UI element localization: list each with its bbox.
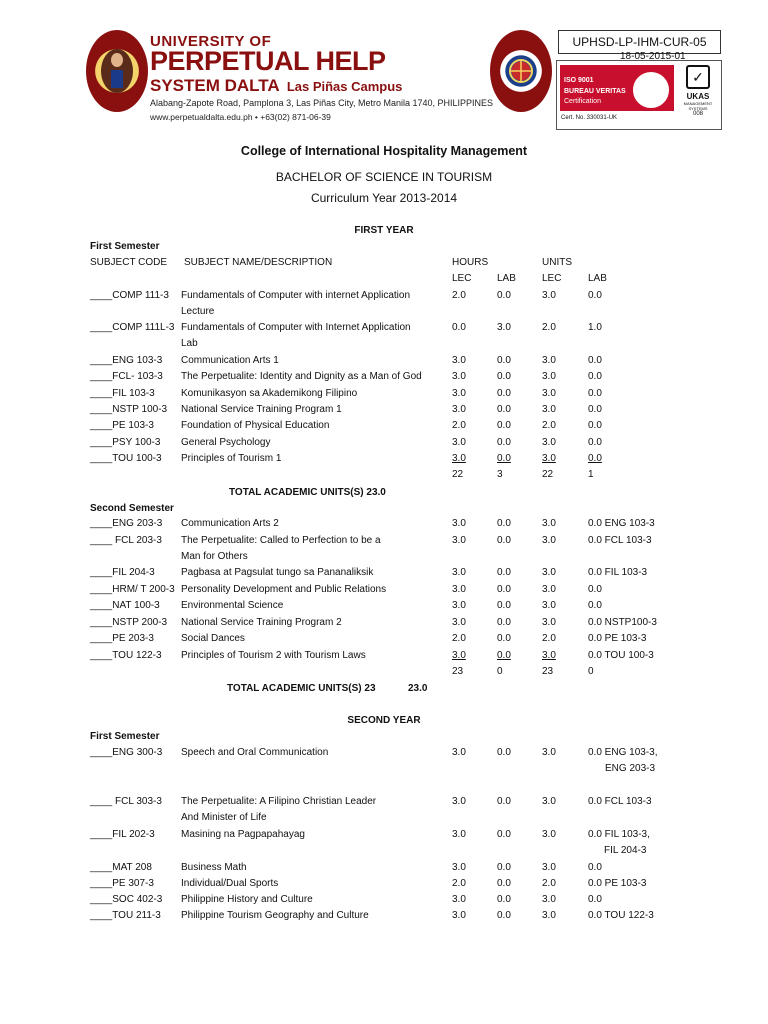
bv-roundel-icon [631,70,671,110]
col-hours-lec: LEC [452,273,472,284]
subject-name: Masining na Pagpapahayag [181,829,305,840]
table-row [0,796,768,823]
units-lab: 0.0 NSTP100-3 [588,617,657,628]
hours-lec: 0.0 [452,322,466,333]
units-lec: 3.0 [542,910,556,921]
units-lec: 3.0 [542,437,556,448]
subject-name-cont: Man for Others [181,551,248,562]
subject-name: Principles of Tourism 1 [181,453,282,464]
sum-row [0,469,768,485]
ukas-number: 008 [692,111,703,117]
table-row [0,437,768,453]
hours-lec: 3.0 [452,355,466,366]
subject-name: General Psychology [181,437,271,448]
units-lec: 3.0 [542,388,556,399]
hours-lab: 0.0 [497,894,511,905]
subject-code: ____NSTP 100-3 [90,404,168,415]
subject-code: ____TOU 211-3 [90,910,161,921]
certification-box [556,60,722,130]
prerequisite-cont: FIL 204-3 [604,845,647,856]
table-row [0,420,768,436]
sum-hours-lec: 23 [452,666,464,677]
hours-lab: 0.0 [497,600,511,611]
table-row [0,878,768,894]
units-lec: 3.0 [542,650,556,661]
hours-lec: 3.0 [452,371,466,382]
subject-code: ____TOU 122-3 [90,650,162,661]
sum-hours-lab: 3 [497,469,503,480]
hours-lec: 3.0 [452,567,466,578]
subject-name: Communication Arts 2 [181,518,279,529]
ukas-badge [679,65,717,117]
ukas-label: UKAS [686,92,710,101]
table-row [0,404,768,420]
hours-lec: 3.0 [452,829,466,840]
hours-lec: 3.0 [452,862,466,873]
sum-units-lab: 1 [588,469,594,480]
subject-name: The Perpetualite: Identity and Dignity as a Man of God [181,371,422,382]
units-lec: 3.0 [542,404,556,415]
curriculum-year: Curriculum Year 2013-2014 [310,191,458,205]
units-lab: 0.0 [588,355,602,366]
units-lab: 0.0 [588,437,602,448]
subject-code: ____FIL 204-3 [90,567,155,578]
hours-lec: 3.0 [452,584,466,595]
subject-name: Komunikasyon sa Akademikong Filipino [181,388,358,399]
hours-lab: 0.0 [497,796,511,807]
hours-lec: 3.0 [452,747,466,758]
units-lec: 3.0 [542,584,556,595]
units-lec: 3.0 [542,355,556,366]
iso-label: ISO 9001 [564,77,594,84]
subject-code: ____NSTP 200-3 [90,617,168,628]
hours-lec: 3.0 [452,796,466,807]
hours-lec: 3.0 [452,617,466,628]
subject-code: ____TOU 100-3 [90,453,162,464]
table-row [0,894,768,910]
hours-lab: 0.0 [497,910,511,921]
table-row [0,355,768,371]
hours-lec: 3.0 [452,388,466,399]
subject-name: Pagbasa at Pagsulat tungo sa Pananaliksik [181,567,374,578]
col-units-lab: LAB [588,273,607,284]
hours-lab: 0.0 [497,290,511,301]
units-lec: 2.0 [542,633,556,644]
hours-lab: 3.0 [497,322,511,333]
university-seal [86,30,148,112]
year1-sem1-total: TOTAL ACADEMIC UNITS(S) 23.0 [229,487,386,498]
university-name-line1: UNIVERSITY OF [150,33,272,50]
table-row [0,650,768,666]
units-lab: 0.0 FCL 103-3 [588,535,652,546]
hours-lec: 2.0 [452,290,466,301]
year2-sem1-label: First Semester [90,731,160,742]
subject-name: The Perpetualite: A Filipino Christian Leader [181,796,377,807]
subject-code: ____COMP 111L-3 [90,322,175,333]
units-lab: 0.0 PE 103-3 [588,633,647,644]
hours-lab: 0.0 [497,355,511,366]
units-lec: 3.0 [542,862,556,873]
hours-lec: 3.0 [452,518,466,529]
subject-code: ____SOC 402-3 [90,894,163,905]
subject-name: National Service Training Program 2 [181,617,342,628]
table-row [0,584,768,600]
sum-row [0,666,768,682]
address: Alabang-Zapote Road, Pamplona 3, Las Piñas City, Metro Manila 1740, PHILIPPINES [150,98,494,108]
col-hours-lab: LAB [497,273,516,284]
year1-sem2-label: Second Semester [90,503,174,514]
subject-code: ____ENG 103-3 [90,355,163,366]
hours-lab: 0.0 [497,584,511,595]
hours-lec: 2.0 [452,420,466,431]
subject-code: ____PE 307-3 [90,878,154,889]
units-lab: 0.0 FIL 103-3 [588,567,648,578]
college-title: College of International Hospitality Management [240,144,528,158]
units-lab: 0.0 TOU 122-3 [588,910,654,921]
units-lab: 0.0 [588,290,602,301]
subject-code: ____PE 203-3 [90,633,154,644]
website-phone: www.perpetualdalta.edu.ph • +63(02) 871-06-39 [150,112,331,122]
hours-lab: 0.0 [497,617,511,628]
subject-code: ____MAT 208 [90,862,152,873]
units-lec: 2.0 [542,878,556,889]
program-title: BACHELOR OF SCIENCE IN TOURISM [275,170,493,184]
subject-name: Speech and Oral Communication [181,747,329,758]
prerequisite-cont: ENG 203-3 [605,763,656,774]
sum-units-lec: 22 [542,469,554,480]
units-lab: 0.0 ENG 103-3 [588,518,655,529]
table-row [0,600,768,616]
hours-lec: 2.0 [452,633,466,644]
hours-lab: 0.0 [497,862,511,873]
units-lec: 3.0 [542,829,556,840]
sum-units-lab: 0 [588,666,594,677]
hours-lec: 3.0 [452,910,466,921]
units-lab: 0.0 [588,420,602,431]
campus-name: Las Piñas Campus [286,79,403,94]
certification-label: Certification [564,98,601,105]
hours-lab: 0.0 [497,567,511,578]
hours-lec: 3.0 [452,437,466,448]
subject-code: ____ENG 203-3 [90,518,163,529]
subject-name: National Service Training Program 1 [181,404,342,415]
units-lab: 0.0 ENG 103-3, [588,747,658,758]
university-name-line2: PERPETUAL HELP [150,46,386,76]
table-row [0,862,768,878]
hours-lab: 0.0 [497,453,511,464]
sum-hours-lab: 0 [497,666,503,677]
document-code: UPHSD-LP-IHM-CUR-05 [558,30,721,54]
units-lec: 2.0 [542,322,556,333]
units-lec: 3.0 [542,600,556,611]
hours-lab: 0.0 [497,650,511,661]
col-subject-code: SUBJECT CODE [90,257,168,268]
hours-lab: 0.0 [497,437,511,448]
subject-name-cont: Lecture [181,306,215,317]
subject-code: ____PSY 100-3 [90,437,161,448]
units-lec: 3.0 [542,567,556,578]
subject-code: ____ FCL 303-3 [90,796,162,807]
units-lab: 0.0 [588,894,602,905]
units-lab: 0.0 [588,371,602,382]
subject-code: ____PE 103-3 [90,420,154,431]
system-dalta: SYSTEM DALTA [150,76,280,95]
hours-lab: 0.0 [497,878,511,889]
subject-name: The Perpetualite: Called to Perfection to be a [181,535,381,546]
sum-units-lec: 23 [542,666,554,677]
hours-lab: 0.0 [497,518,511,529]
subject-code: ____FCL- 103-3 [90,371,163,382]
university-name-line3 [150,77,402,94]
units-lab: 0.0 [588,600,602,611]
table-row [0,910,768,926]
year1-sem1-label: First Semester [90,241,160,252]
units-lab: 0.0 [588,862,602,873]
hours-lab: 0.0 [497,388,511,399]
hours-lec: 3.0 [452,600,466,611]
units-lab: 1.0 [588,322,602,333]
units-lab: 0.0 [588,584,602,595]
year1-sem2-total: TOTAL ACADEMIC UNITS(S) 23 [227,683,376,694]
subject-code: ____ FCL 203-3 [90,535,162,546]
units-lab: 0.0 [588,388,602,399]
subject-name: Social Dances [181,633,245,644]
subject-code: ____NAT 100-3 [90,600,160,611]
table-row [0,290,768,317]
subject-name: Environmental Science [181,600,284,611]
subject-name: Philippine Tourism Geography and Culture [181,910,369,921]
units-lec: 3.0 [542,747,556,758]
col-subject-name: SUBJECT NAME/DESCRIPTION [184,257,333,268]
subject-name: Business Math [181,862,247,873]
units-lec: 2.0 [542,420,556,431]
hours-lec: 3.0 [452,894,466,905]
subject-name: Principles of Tourism 2 with Tourism Laws [181,650,366,661]
year2-label: SECOND YEAR [347,715,421,726]
table-row [0,617,768,633]
units-lab: 0.0 [588,453,602,464]
subject-code: ____FIL 202-3 [90,829,155,840]
table-row [0,829,768,856]
subject-name-cont: Lab [181,338,198,349]
subject-code: ____COMP 111-3 [90,290,169,301]
bureau-veritas-badge [560,65,674,111]
units-lec: 3.0 [542,617,556,628]
table-row [0,518,768,534]
table-row [0,453,768,469]
units-lec: 3.0 [542,290,556,301]
subject-name: Fundamentals of Computer with internet Application [181,290,411,301]
crown-check-icon: ✓ [686,65,710,89]
hours-lab: 0.0 [497,829,511,840]
hours-lec: 3.0 [452,404,466,415]
hours-lab: 0.0 [497,633,511,644]
units-lec: 3.0 [542,453,556,464]
units-lec: 3.0 [542,535,556,546]
hours-lec: 2.0 [452,878,466,889]
cert-number: Cert. No. 330031-UK [561,115,618,121]
table-row [0,371,768,387]
subject-name: Foundation of Physical Education [181,420,330,431]
subject-name: Fundamentals of Computer with Internet Application [181,322,411,333]
units-lec: 3.0 [542,371,556,382]
hours-lec: 3.0 [452,453,466,464]
col-units: UNITS [542,257,572,268]
subject-name: Communication Arts 1 [181,355,279,366]
subject-name: Individual/Dual Sports [181,878,279,889]
year1-sem2-total-value: 23.0 [408,683,428,694]
hours-lab: 0.0 [497,404,511,415]
hours-lab: 0.0 [497,420,511,431]
subject-name-cont: And Minister of Life [181,812,267,823]
hours-lec: 3.0 [452,535,466,546]
college-seal [490,30,552,112]
units-lab: 0.0 PE 103-3 [588,878,647,889]
units-lec: 3.0 [542,796,556,807]
subject-name: Philippine History and Culture [181,894,313,905]
table-row [0,633,768,649]
table-row [0,388,768,404]
bureau-veritas-label: BUREAU VERITAS [564,88,626,95]
subject-name: Personality Development and Public Relations [181,584,387,595]
subject-code: ____HRM/ T 200-3 [90,584,175,595]
table-row [0,567,768,583]
year1-label: FIRST YEAR [354,225,414,236]
units-lec: 3.0 [542,894,556,905]
hours-lab: 0.0 [497,371,511,382]
subject-code: ____FIL 103-3 [90,388,155,399]
units-lab: 0.0 TOU 100-3 [588,650,654,661]
units-lab: 0.0 FIL 103-3, [588,829,650,840]
ukas-subtitle: MANAGEMENT SYSTEMS [683,101,713,111]
col-hours: HOURS [452,257,489,268]
hours-lab: 0.0 [497,747,511,758]
col-units-lec: LEC [542,273,562,284]
units-lec: 3.0 [542,518,556,529]
subject-code: ____ENG 300-3 [90,747,163,758]
table-row [0,535,768,562]
units-lab: 0.0 FCL 103-3 [588,796,652,807]
hours-lab: 0.0 [497,535,511,546]
sum-hours-lec: 22 [452,469,464,480]
document-date: 18-05-2015-01 [620,51,686,62]
table-row [0,747,768,774]
units-lab: 0.0 [588,404,602,415]
table-row [0,322,768,349]
hours-lec: 3.0 [452,650,466,661]
